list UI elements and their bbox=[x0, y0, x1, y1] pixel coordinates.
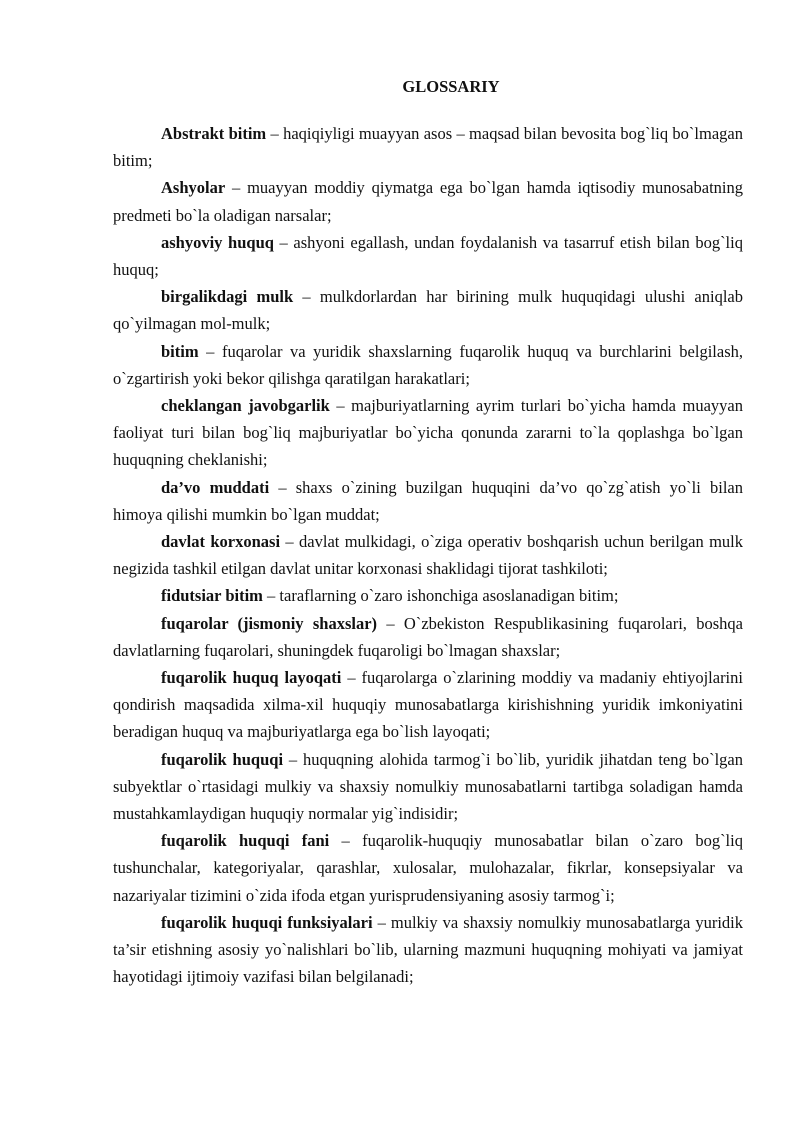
glossary-term: Ashyolar bbox=[161, 178, 226, 198]
glossary-entry bbox=[113, 392, 743, 474]
glossary-list bbox=[113, 120, 743, 991]
glossary-definition: – ashyoni egallash, undan foydalanish va tasarruf etish bilan bog`liq huquq; bbox=[113, 232, 743, 280]
glossary-definition: – haqiqiyligi muayyan asos – maqsad bilan bevosita bog`liq bo`lmagan bitim; bbox=[113, 124, 743, 171]
glossary-definition: – mulkiy va shaxsiy nomulkiy munosabatlarga yuridik ta’sir etishning asosiy yo`nalishlari bo`lib, ularning mazmuni huquqning mohiyati va jamiyat hayotidagi ijtimoiy vazifasi bilan belgilanadi; bbox=[113, 912, 743, 987]
glossary-entry bbox=[113, 746, 743, 828]
glossary-term: fidutsiar bitim bbox=[161, 586, 263, 606]
glossary-definition: – fuqarolik-huquqiy munosabatlar bilan o`zaro bog`liq tushunchalar, kategoriyalar, qarashlar, xulosalar, mulohazalar, fikrlar, konsepsiyalar va nazariyalar tizimini o`zida ifoda etgan yurisprudensiyaning asosiy tarmog`i; bbox=[113, 831, 743, 905]
glossary-entry bbox=[113, 474, 743, 528]
glossary-entry bbox=[113, 610, 743, 664]
glossary-definition: – davlat mulkidagi, o`ziga operativ boshqarish uchun berilgan mulk negizida tashkil etilgan davlat unitar korxonasi shaklidagi tijorat tashkiloti; bbox=[113, 532, 744, 579]
glossary-term: fuqarolik huquqi funksiyalari bbox=[161, 912, 373, 932]
glossary-entry bbox=[113, 909, 743, 991]
glossary-definition: – fuqarolarga o`zlarining moddiy va madaniy ehtiyojlarini qondirish maqsadida xilma-xil huquqiy munosabatlarga kirishishning yuridik imkoniyatini beradigan huquq va majburiyatlarga ega bo`lish layoqati; bbox=[113, 668, 743, 742]
glossary-entry bbox=[113, 229, 743, 283]
glossary-entry bbox=[113, 338, 743, 392]
glossary-term: fuqarolar (jismoniy shaxslar) bbox=[161, 613, 378, 633]
document-page bbox=[113, 74, 743, 991]
glossary-definition: – huquqning alohida tarmog`i bo`lib, yuridik jihatdan teng bo`lgan subyektlar o`rtasidagi mulkiy va shaxsiy nomulkiy munosabatlarni tartibga soladigan hamda mustahkamlaydigan huquqiy normalar yig`indisidir; bbox=[113, 749, 743, 824]
glossary-term: da’vo muddati bbox=[161, 477, 270, 497]
glossary-definition: – shaxs o`zining buzilgan huquqini da’vo qo`zg`atish yo`li bilan himoya qilishi mumkin bo`lgan muddat; bbox=[113, 477, 743, 524]
glossary-entry bbox=[113, 827, 743, 909]
glossary-entry bbox=[113, 528, 743, 582]
glossary-definition: – majburiyatlarning ayrim turlari bo`yicha hamda muayyan faoliyat turi bilan bog`liq majburiyatlar bo`yicha qonunda zararni to`la qoplashga bo`lgan huquqning cheklanishi; bbox=[113, 396, 743, 470]
glossary-definition: – muayyan moddiy qiymatga ega bo`lgan hamda iqtisodiy munosabatning predmeti bo`la oladigan narsalar; bbox=[113, 178, 743, 225]
glossary-term: fuqarolik huquq layoqati bbox=[161, 668, 342, 688]
glossary-definition: – O`zbekiston Respublikasining fuqarolari, boshqa davlatlarning fuqarolari, shuningdek fuqaroligi bo`lmagan shaxslar; bbox=[113, 613, 743, 660]
glossary-term: birgalikdagi mulk bbox=[161, 287, 294, 307]
glossary-definition: – fuqarolar va yuridik shaxslarning fuqarolik huquq va burchlarini belgilash, o`zgartirish yoki bekor qilishga qaratilgan harakatlari; bbox=[113, 341, 743, 388]
glossary-entry bbox=[113, 283, 743, 337]
glossary-definition: – taraflarning o`zaro ishonchiga asoslanadigan bitim; bbox=[262, 586, 619, 606]
glossary-term: davlat korxonasi bbox=[161, 532, 281, 552]
glossary-term: cheklangan javobgarlik bbox=[161, 396, 330, 416]
glossary-term: ashyoviy huquq bbox=[161, 232, 274, 252]
glossary-entry bbox=[113, 174, 743, 228]
glossary-term: fuqarolik huquqi bbox=[161, 749, 284, 769]
page-title: GLOSSARIY bbox=[402, 77, 500, 96]
glossary-entry bbox=[113, 120, 743, 174]
glossary-entry bbox=[113, 582, 743, 609]
glossary-term: Abstrakt bitim bbox=[161, 124, 267, 143]
glossary-term: fuqarolik huquqi fani bbox=[161, 831, 330, 851]
glossary-definition: – mulkdorlardan har birining mulk huquqidagi ulushi aniqlab qo`yilmagan mol-mulk; bbox=[113, 287, 743, 334]
glossary-term: bitim bbox=[161, 341, 199, 361]
glossary-entry bbox=[113, 664, 743, 746]
